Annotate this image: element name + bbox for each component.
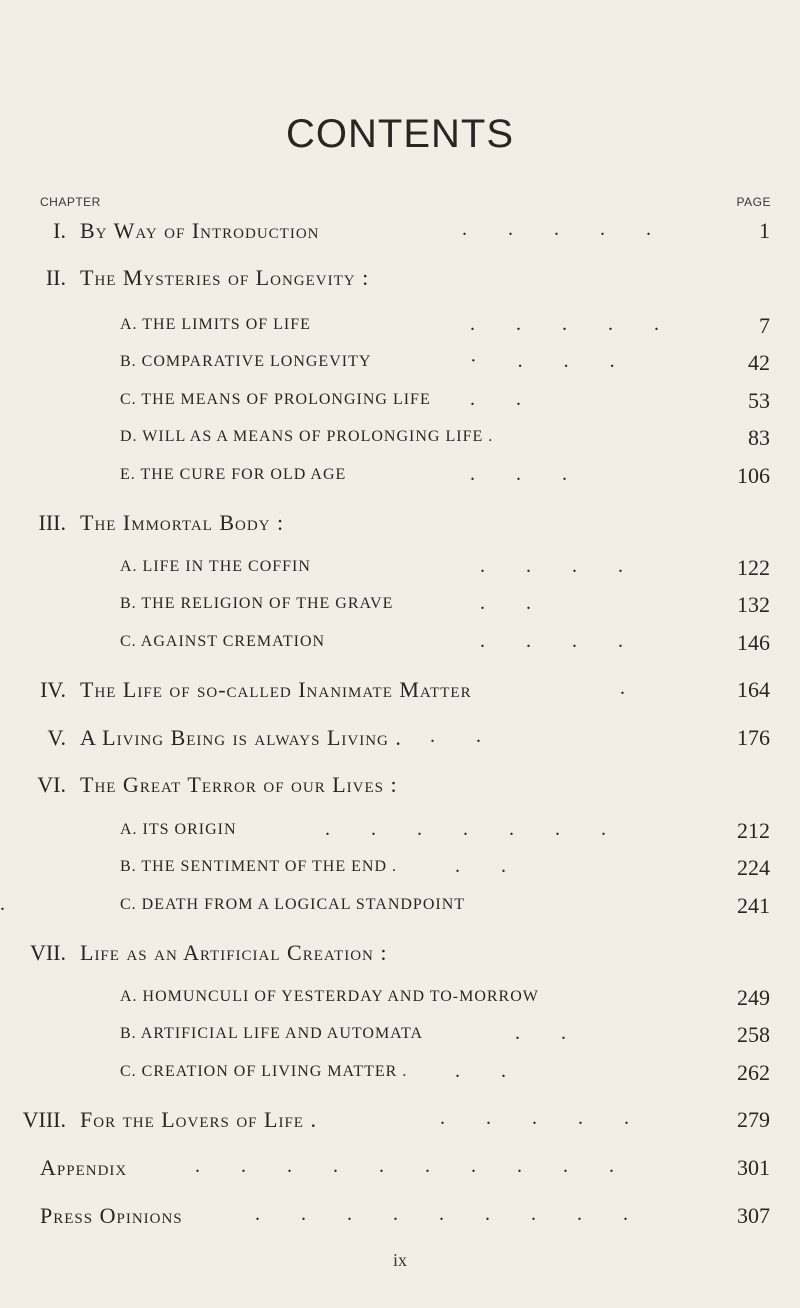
chapter-column-header: CHAPTER	[40, 195, 101, 209]
page-number-ref: 83	[748, 425, 770, 450]
toc-entry	[0, 218, 800, 248]
dot-leader: . . . . .	[462, 218, 669, 240]
chapter-title: For the Lovers of Life .	[80, 1107, 317, 1132]
toc-entry	[0, 772, 800, 802]
section-title: A. THE LIMITS OF LIFE	[120, 316, 311, 333]
toc-entry	[0, 855, 800, 885]
dot-leader: . .	[430, 725, 499, 747]
chapter-number: VI.	[37, 772, 66, 797]
toc-entry	[0, 1060, 800, 1090]
chapter-title: The Life of so-called Inanimate Matter	[80, 677, 472, 702]
page-number-ref: 176	[737, 725, 770, 750]
section-title: B. THE RELIGION OF THE GRAVE	[120, 595, 394, 612]
dot-leader: . .	[470, 388, 539, 410]
toc-entry	[0, 677, 800, 707]
dot-leader: . . . .	[480, 555, 641, 577]
chapter-title: A Living Being is always Living .	[80, 725, 402, 750]
toc-entry	[0, 725, 800, 755]
page-number: ix	[392, 1250, 407, 1270]
page-number-ref: 1	[759, 218, 770, 243]
page-title: CONTENTS	[286, 112, 514, 156]
dot-leader: .	[620, 677, 643, 699]
page-number-ref: 279	[737, 1107, 770, 1132]
chapter-title: By Way of Introduction	[80, 218, 320, 243]
chapter-title: Press Opinions	[40, 1203, 183, 1228]
dot-leader: . .	[455, 855, 524, 877]
chapter-title: The Great Terror of our Lives :	[80, 772, 398, 797]
chapter-number: VII.	[29, 940, 66, 965]
chapter-title: The Immortal Body :	[80, 510, 285, 535]
dot-leader: . .	[515, 1022, 584, 1044]
section-title: B. ARTIFICIAL LIFE AND AUTOMATA	[120, 1025, 423, 1042]
page-number-ref: 241	[737, 893, 770, 918]
chapter-title: Appendix	[40, 1155, 128, 1180]
section-title: B. COMPARATIVE LONGEVITY	[120, 353, 372, 370]
section-title: D. WILL AS A MEANS OF PROLONGING LIFE .	[120, 428, 494, 445]
section-title: B. THE SENTIMENT OF THE END .	[120, 858, 397, 875]
dot-leader: . . . . . . . . .	[255, 1203, 646, 1225]
page-column-header: PAGE	[736, 195, 771, 209]
section-title: A. HOMUNCULI OF YESTERDAY AND TO-MORROW	[120, 988, 539, 1005]
page-number-ref: 132	[737, 592, 770, 617]
page-number-ref: 53	[748, 388, 770, 413]
toc-entry	[0, 510, 800, 540]
dot-leader: . .	[455, 1060, 524, 1082]
section-title: C. AGAINST CREMATION	[120, 633, 326, 650]
dot-leader: . . . . .	[470, 313, 677, 335]
section-title: A. LIFE IN THE COFFIN	[120, 558, 311, 575]
toc-entry	[0, 1203, 800, 1233]
page-number-ref: 164	[737, 677, 770, 702]
toc-entry	[0, 940, 800, 970]
page-number-ref: 106	[737, 463, 770, 488]
page-number-ref: 42	[748, 350, 770, 375]
toc-entry	[0, 592, 800, 622]
section-title: E. THE CURE FOR OLD AGE	[120, 466, 347, 483]
dot-leader: · . . .	[470, 350, 633, 372]
toc-entry	[0, 985, 800, 1015]
dot-leader: . . . . . . . . . .	[195, 1155, 632, 1177]
toc-entry	[0, 425, 800, 455]
page-number-ref: 301	[737, 1155, 770, 1180]
page-number-ref: 262	[737, 1060, 770, 1085]
chapter-number: III.	[38, 510, 66, 535]
dot-leader: . .	[480, 592, 549, 614]
toc-entry	[0, 350, 800, 380]
page-number-ref: 212	[737, 818, 770, 843]
page-number-ref: 7	[759, 313, 770, 338]
toc-entry	[0, 463, 800, 493]
toc-entry	[0, 1022, 800, 1052]
chapter-number: IV.	[40, 677, 66, 702]
section-title: C. DEATH FROM A LOGICAL STANDPOINT	[120, 896, 466, 913]
toc-entry	[0, 265, 800, 295]
chapter-title: The Mysteries of Longevity :	[80, 265, 370, 290]
toc-entry	[0, 1155, 800, 1185]
section-title: C. THE MEANS OF PROLONGING LIFE	[120, 391, 431, 408]
page-number-ref: 307	[737, 1203, 770, 1228]
section-title: C. CREATION OF LIVING MATTER .	[120, 1063, 408, 1080]
toc-entry	[0, 555, 800, 585]
toc-entry	[0, 630, 800, 660]
toc-entry	[0, 893, 800, 923]
dot-leader: . . . .	[480, 630, 641, 652]
dot-leader: . . . . . . .	[325, 818, 624, 840]
toc-entry	[0, 818, 800, 848]
dot-leader: .	[0, 893, 23, 915]
page-number-ref: 146	[737, 630, 770, 655]
chapter-title: Life as an Artificial Creation :	[80, 940, 388, 965]
page-number-ref: 249	[737, 985, 770, 1010]
toc-entry	[0, 313, 800, 343]
dot-leader: . . . . .	[440, 1107, 647, 1129]
dot-leader: . . .	[470, 463, 585, 485]
page-number-ref: 122	[737, 555, 770, 580]
chapter-number: V.	[47, 725, 66, 750]
toc-entry	[0, 388, 800, 418]
chapter-number: II.	[45, 265, 66, 290]
toc-entry	[0, 1107, 800, 1137]
chapter-number: VIII.	[22, 1107, 66, 1132]
page-number-ref: 224	[737, 855, 770, 880]
section-title: A. ITS ORIGIN	[120, 821, 237, 838]
chapter-number: I.	[53, 218, 66, 243]
page-number-ref: 258	[737, 1022, 770, 1047]
